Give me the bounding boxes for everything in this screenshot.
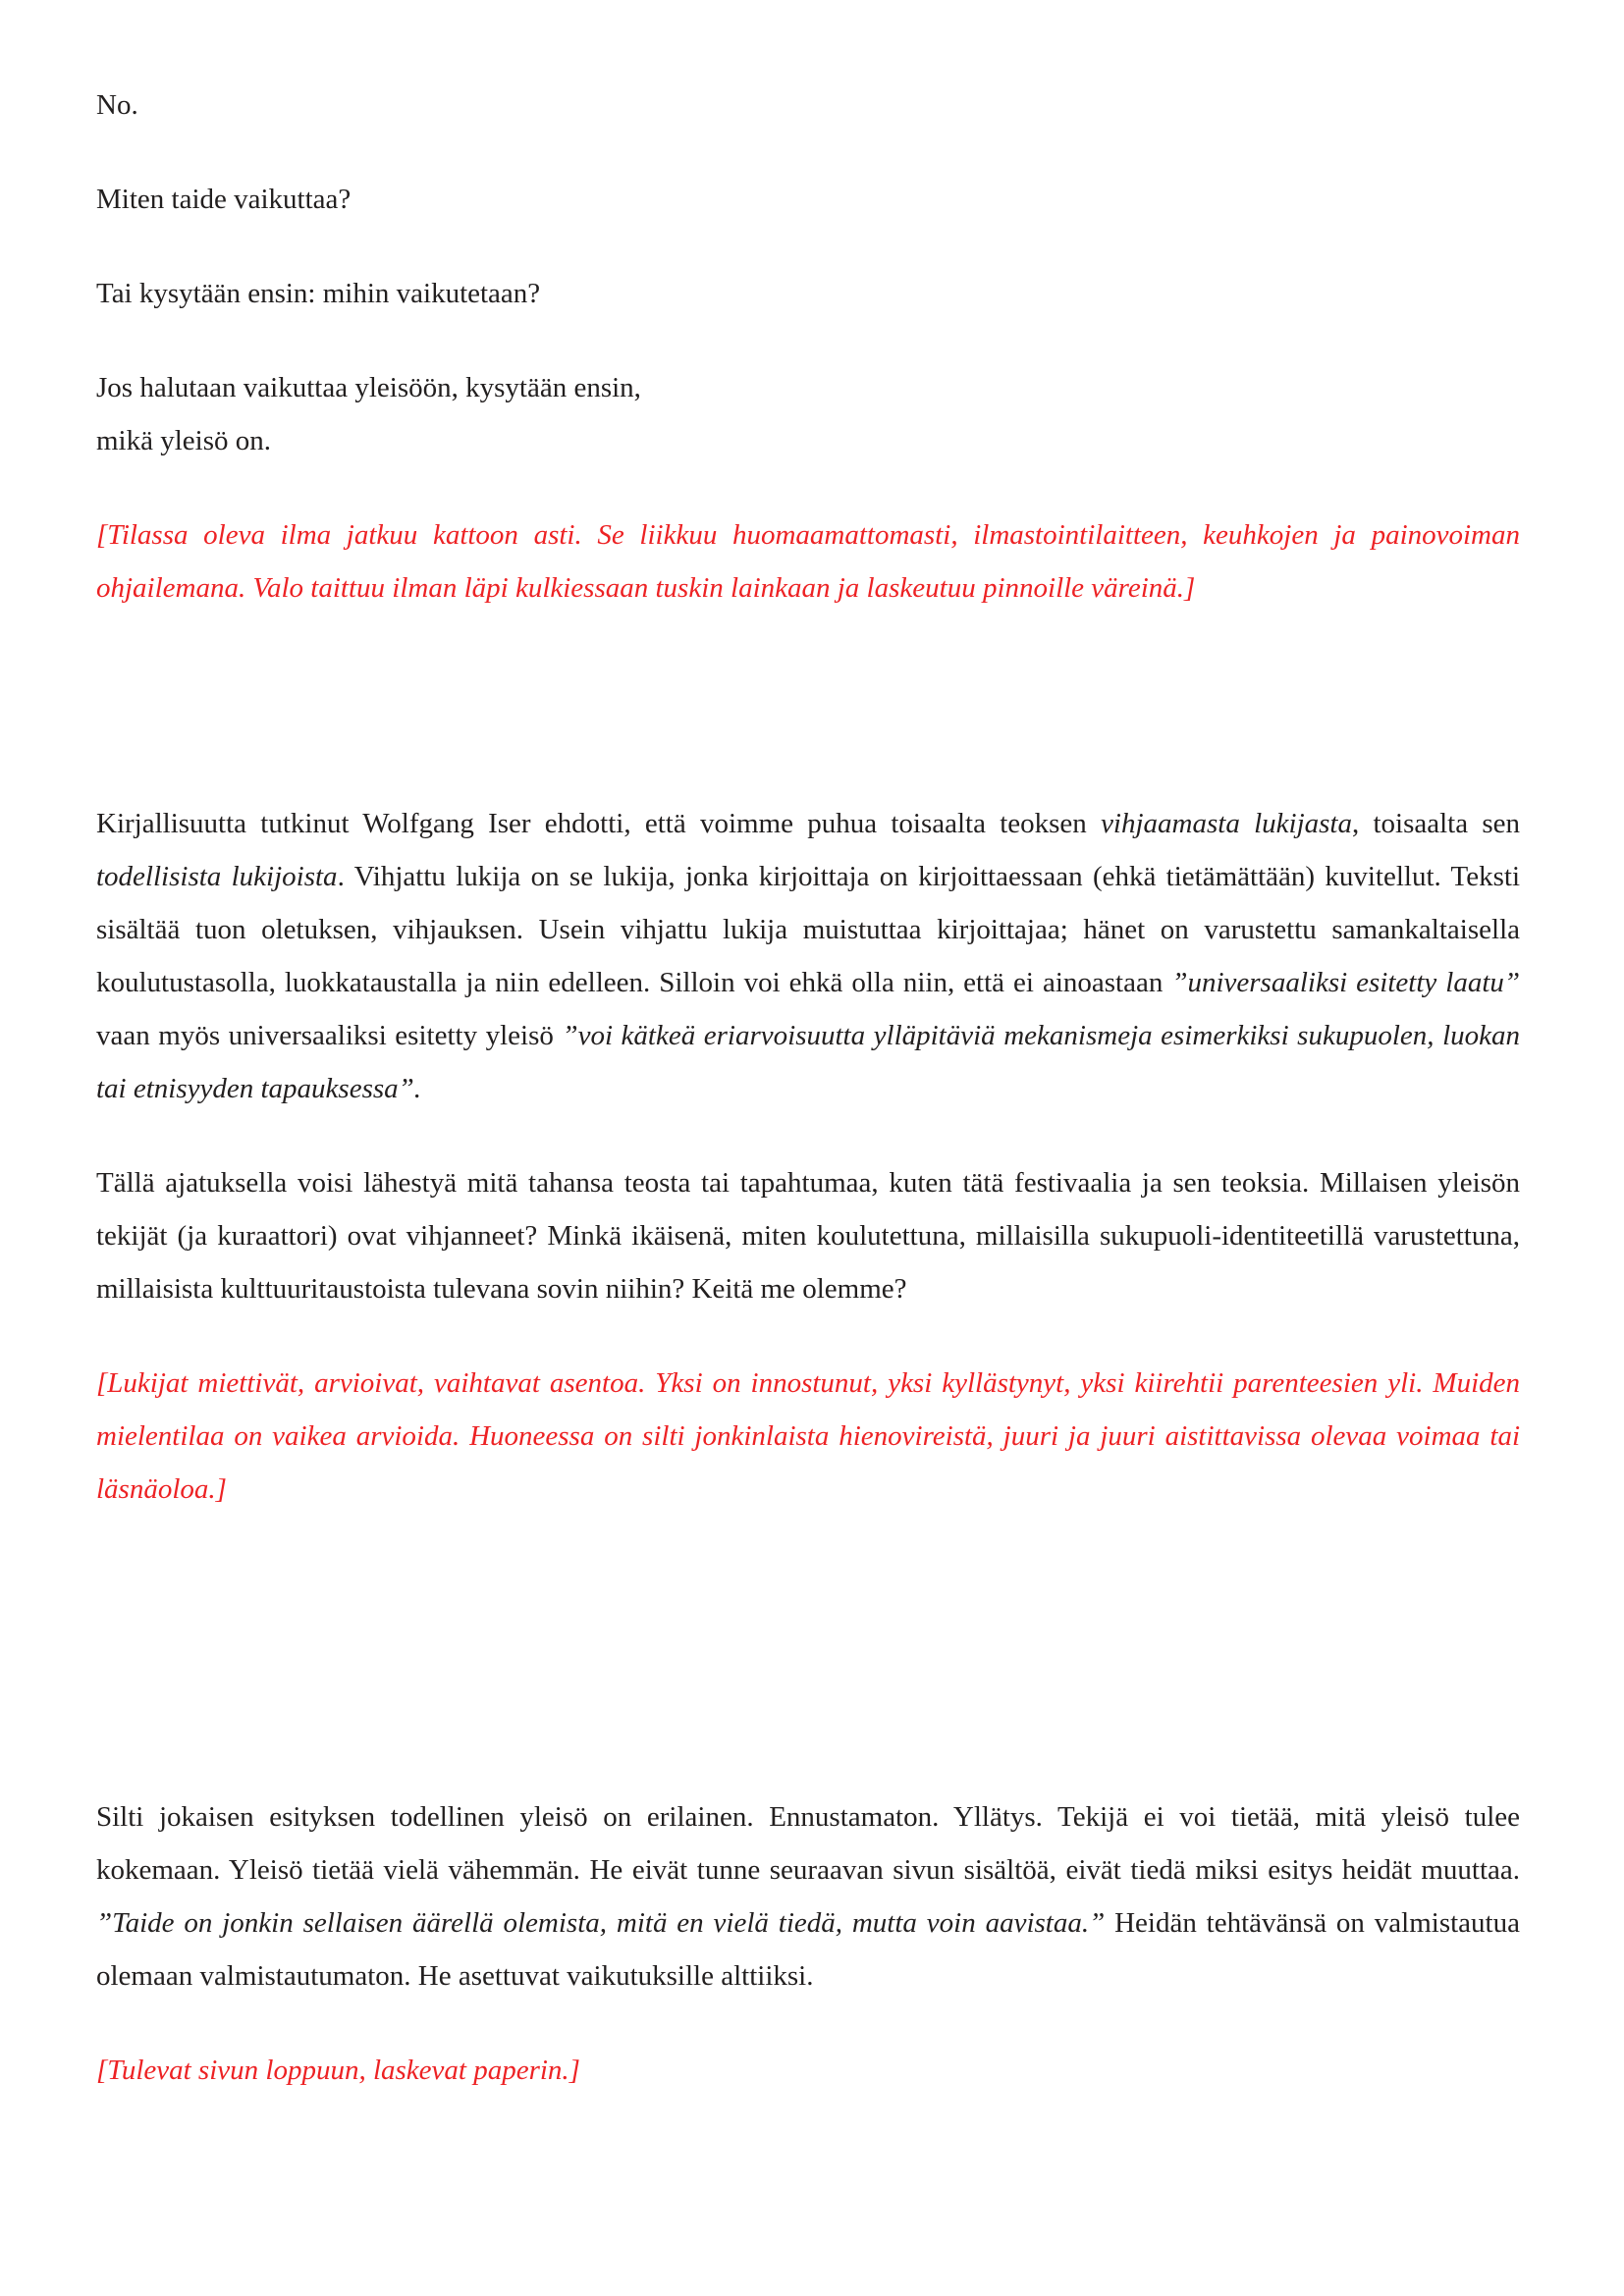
stage-direction-1 [96,508,1520,614]
paragraph-question-3 [96,361,1520,467]
stage-direction-2 [96,1357,1520,1516]
text-run: No. [96,89,138,121]
text-run: Jos halutaan vaikuttaa yleisöön, kysytään ensin, [96,372,641,403]
paragraph-iser [96,797,1520,1115]
text-run: ”universaaliksi esitetty laatu” [1171,967,1521,998]
text-run: todellisista lukijoista [96,861,338,892]
text-run: Silti jokaisen esityksen todellinen yleisö on erilainen. Ennustamaton. Yllätys. Tekijä ei voi tietää, mitä yleisö tulee kokemaan. Yleisö tietää vielä vähemmän. He eivät tunne seuraavan sivun sisältöä, eivät tiedä miksi esitys heidät muuttaa. [96,1801,1520,1886]
text-run: , toisaalta sen [1351,808,1520,839]
text-run: [Lukijat miettivät, arvioivat, vaihtavat asentoa. Yksi on innostunut, yksi kyllästynyt, yksi kiirehtii parenteesien yli. Muiden mielentilaa on vaikea arvioida. Huoneessa on silti jonkinlaista hienovireistä, juuri ja juuri aistittavissa olevaa voimaa tai läsnäoloa.] [96,1367,1520,1505]
text-run: Miten taide vaikuttaa? [96,184,352,215]
stage-direction-3 [96,2044,1520,2097]
text-run: Heidän tehtävänsä on valmistautua olemaan valmistautumaton. He asettuvat vaikutuksille alttiiksi. [96,1907,1520,1992]
paragraph-question-2 [96,267,1520,320]
paragraph-audience [96,1790,1520,2002]
text-run: Tällä ajatuksella voisi lähestyä mitä tahansa teosta tai tapahtumaa, kuten tätä festivaalia ja sen teoksia. Millaisen yleisön tekijät (ja kuraattori) ovat vihjanneet? Minkä ikäisenä, miten koulutettuna, millaisilla sukupuoli-identiteetillä varustettuna, millaisista kulttuuritaustoista tulevana sovin niihin? Keitä me olemme? [96,1167,1520,1305]
text-run: [Tilassa oleva ilma jatkuu kattoon asti. Se liikkuu huomaamattomasti, ilmastointilaitteen, keuhkojen ja painovoiman ohjailemana. Valo taittuu ilman läpi kulkiessaan tuskin lainkaan ja laskeutuu pinnoille väreinä.] [96,519,1520,604]
text-run: . Vihjattu lukija on se lukija, jonka kirjoittaja on kirjoittaessaan (ehkä tietämättään) kuvitellut. Teksti sisältää tuon oletuksen, vihjauksen. Usein vihjattu lukija muistuttaa kirjoittajaa; hänet on varustettu samankaltaisella koulutustasolla, luokkataustalla ja niin edelleen. Silloin voi ehkä olla niin, että ei ainoastaan [96,861,1521,998]
text-run: Tai kysytään ensin: mihin vaikutetaan? [96,278,541,309]
document-body [96,79,1520,2097]
text-run: [Tulevat sivun loppuun, laskevat paperin.] [96,2055,580,2086]
paragraph-festival [96,1156,1520,1315]
text-run: Kirjallisuutta tutkinut Wolfgang Iser ehdotti, että voimme puhua toisaalta teoksen [96,808,1102,839]
paragraph-question-1 [96,173,1520,226]
paragraph-no [96,79,1520,132]
text-run: vihjaamasta lukijasta [1101,808,1352,839]
text-run: vaan myös universaaliksi esitetty yleisö [96,1020,563,1051]
text-run: mikä yleisö on. [96,425,272,456]
text-run: ”Taide on jonkin sellaisen äärellä olemista, mitä en vielä tiedä, mutta voin aavistaa.” [96,1907,1106,1939]
text-run: ”voi kätkeä eriarvoisuutta ylläpitäviä mekanismeja esimerkiksi sukupuolen, luokan tai etnisyyden tapauksessa”. [96,1020,1520,1104]
